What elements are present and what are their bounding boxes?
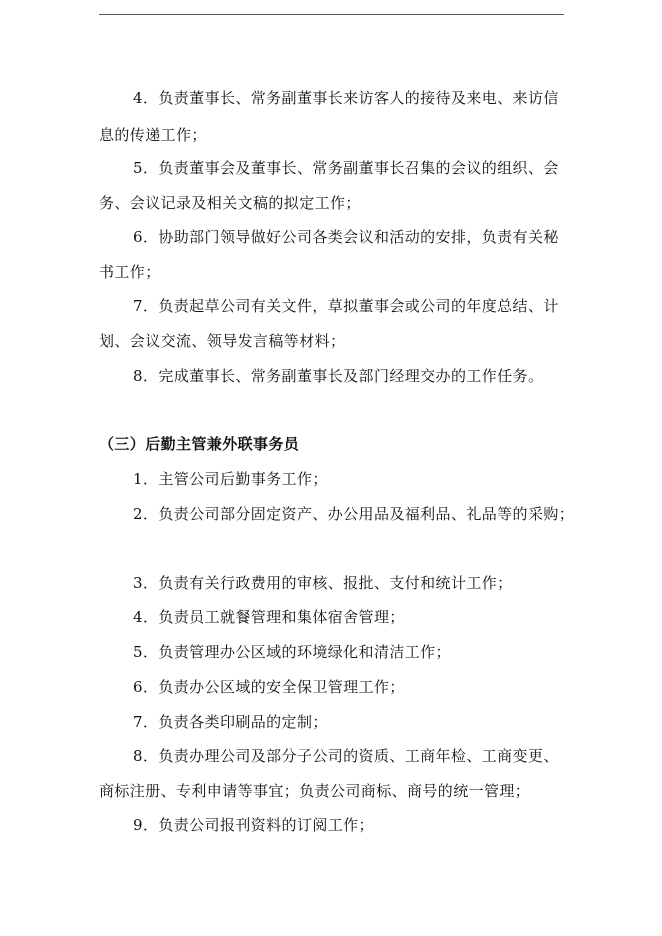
header-rule bbox=[99, 14, 564, 15]
section3-item-7: 7．负责各类印刷品的定制； bbox=[133, 713, 328, 731]
section3-item-5: 5．负责管理办公区域的环境绿化和清洁工作； bbox=[133, 643, 451, 661]
section3-item-6: 6．负责办公区域的安全保卫管理工作； bbox=[133, 678, 405, 696]
section3-item-8-line-2: 商标注册、专利申请等事宜；负责公司商标、商号的统一管理； bbox=[99, 782, 531, 800]
list-item-6-line-2: 书工作； bbox=[99, 263, 161, 281]
section3-item-1: 1．主管公司后勤事务工作； bbox=[133, 470, 328, 488]
section3-item-4: 4．负责员工就餐管理和集体宿舍管理； bbox=[133, 608, 405, 626]
section3-item-8-line-1: 8．负责办理公司及部分子公司的资质、工商年检、工商变更、 bbox=[133, 747, 559, 765]
list-item-5-line-1: 5．负责董事会及董事长、常务副董事长召集的会议的组织、会 bbox=[133, 159, 559, 177]
list-item-6-line-1: 6．协助部门领导做好公司各类会议和活动的安排，负责有关秘 bbox=[133, 228, 559, 246]
section-heading: （三）后勤主管兼外联事务员 bbox=[99, 435, 300, 453]
list-item-8-line-1: 8．完成董事长、常务副董事长及部门经理交办的工作任务。 bbox=[133, 367, 544, 385]
section3-item-2: 2．负责公司部分固定资产、办公用品及福利品、礼品等的采购； bbox=[133, 505, 575, 523]
list-item-7-line-1: 7．负责起草公司有关文件，草拟董事会或公司的年度总结、计 bbox=[133, 297, 559, 315]
section3-item-3: 3．负责有关行政费用的审核、报批、支付和统计工作； bbox=[133, 574, 513, 592]
section3-item-9: 9．负责公司报刊资料的订阅工作； bbox=[133, 816, 374, 834]
list-item-5-line-2: 务、会议记录及相关文稿的拟定工作； bbox=[99, 194, 361, 212]
list-item-4-line-1: 4．负责董事长、常务副董事长来访客人的接待及来电、来访信 bbox=[133, 89, 559, 107]
list-item-7-line-2: 划、会议交流、领导发言稿等材料； bbox=[99, 332, 346, 350]
list-item-4-line-2: 息的传递工作； bbox=[99, 126, 207, 144]
